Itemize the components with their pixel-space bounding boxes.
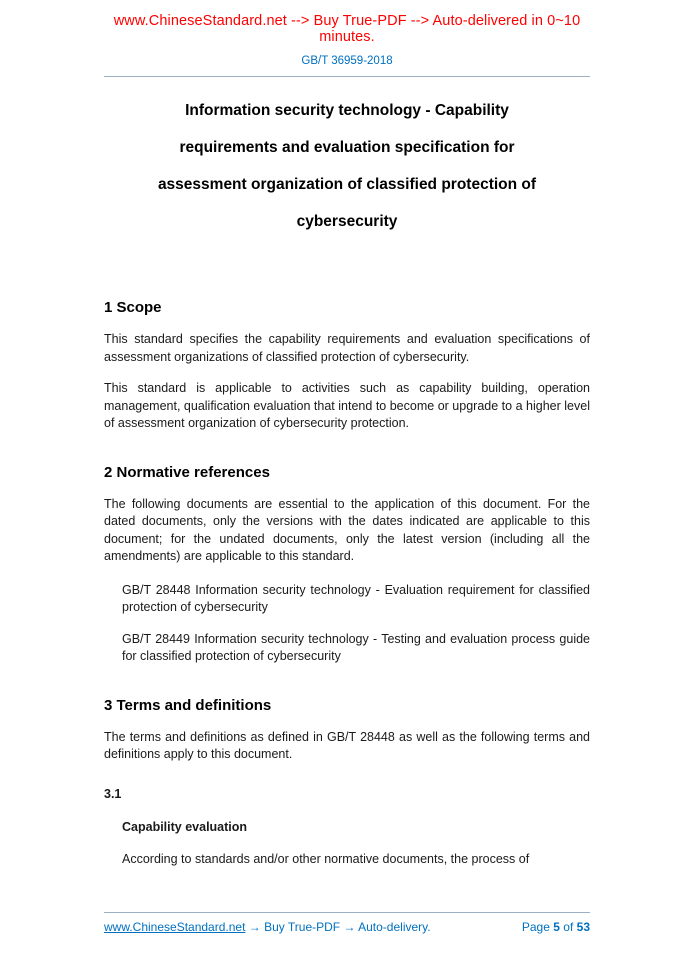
- footer-left: [104, 920, 431, 934]
- section-heading-scope: 1 Scope: [104, 299, 162, 316]
- title-line-4: cybersecurity: [296, 213, 398, 230]
- title-line-1: Information security technology - Capability: [185, 102, 509, 119]
- section-heading-terms: 3 Terms and definitions: [104, 696, 272, 714]
- reference-item-gbt-28448: GB/T 28448 Information security technology - Evaluation requirement for classified protection of cybersecurity: [122, 582, 590, 614]
- standard-number: GB/T 36959-2018: [301, 55, 393, 67]
- total-pages: 53: [576, 920, 590, 934]
- section-heading-normative-references: 2 Normative references: [104, 463, 270, 481]
- title-line-3: assessment organization of classified protection of: [157, 176, 537, 193]
- of-label: of: [563, 920, 574, 934]
- reference-item-gbt-28449: GB/T 28449 Information security technology - Testing and evaluation process guide for classified protection of cybersecurity: [122, 631, 590, 663]
- document-title: [104, 92, 590, 240]
- title-line-2: requirements and evaluation specification for: [179, 139, 515, 156]
- page-indicator: [522, 920, 590, 934]
- page-number: 5: [553, 920, 560, 934]
- footer-row: [104, 920, 590, 934]
- page-label: Page: [521, 920, 550, 934]
- footer-delivery-text: → Buy True-PDF → Auto-delivery.: [248, 920, 431, 934]
- header-divider: [104, 76, 590, 77]
- scope-paragraph-2: This standard is applicable to activities such as capability building, operation management, qualification evaluation that intend to become or upgrade to a higher level of assessment organization of cybersecurity protection.: [104, 381, 590, 430]
- term-item-title: Capability evaluation: [122, 820, 248, 834]
- footer-link[interactable]: www.ChineseStandard.net: [104, 920, 246, 934]
- scope-paragraph-1: This standard specifies the capability requirements and evaluation specifications of assessment organizations of classified protection of cybersecurity.: [104, 332, 590, 364]
- term-item-body: According to standards and/or other normative documents, the process of: [122, 851, 530, 866]
- terms-paragraph: The terms and definitions as defined in GB/T 28448 as well as the following terms and definitions apply to this document.: [104, 729, 590, 761]
- footer-divider: [104, 912, 590, 913]
- term-item-number: 3.1: [104, 786, 122, 801]
- page-footer: [104, 912, 590, 934]
- header-notice: www.ChineseStandard.net --> Buy True-PDF --> Auto-delivered in 0~10 minutes.: [113, 13, 581, 45]
- normative-references-paragraph: The following documents are essential to the application of this document. For the dated documents, only the versions with the dates indicated are applicable to this document; for the undated documents, only the latest version (including all the amendments) are applicable to this standard.: [104, 496, 590, 563]
